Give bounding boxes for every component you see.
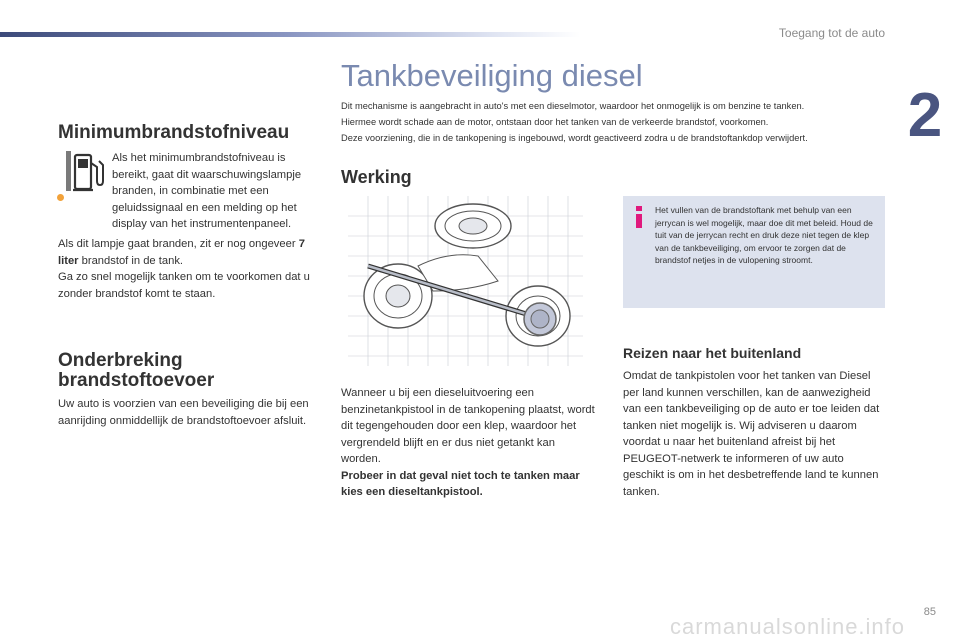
section-title: Toegang tot de auto	[778, 26, 885, 40]
travel-heading: Reizen naar het buitenland	[623, 345, 802, 361]
min-fuel-advice	[58, 236, 316, 302]
intro-text	[341, 98, 896, 146]
chapter-number: 2	[907, 81, 943, 150]
min-fuel-text	[112, 150, 322, 233]
intro-line: Dit mechanisme is aangebracht in auto's met een dieselmotor, waardoor het onmogelijk is om benzine te tanken.	[341, 101, 805, 111]
werking-paragraph: Wanneer u bij een dieseluitvoering een benzinetankpistool in de tankopening plaatst, wordt dit tegengehouden door een klep, waardoor het vergrendeld blijft en er dus niet getankt kan worden.	[341, 387, 595, 465]
werking-bold-advice: Probeer in dat geval niet toch te tanken maar kies een dieseltankpistool.	[341, 469, 580, 498]
warning-indicator-dot	[57, 194, 64, 201]
fuel-cutoff-text	[58, 396, 320, 429]
min-fuel-paragraph: Als het minimumbrandstofniveau is bereikt, gaat dit waarschuwingslampje branden, in combinatie met een geluidssignaal en een melding op het display van het instrumentenpaneel.	[112, 152, 302, 230]
info-box	[623, 196, 885, 308]
info-icon	[635, 206, 643, 228]
watermark: carmanualsonline.info	[670, 614, 906, 639]
werking-text	[341, 385, 596, 501]
intro-line: Deze voorziening, die in de tankopening is ingebouwd, wordt geactiveerd zodra u de brandstoftankdop verwijdert.	[341, 133, 808, 143]
min-fuel-warning: Ga zo snel mogelijk tanken om te voorkomen dat u zonder brandstof komt te staan.	[58, 271, 310, 300]
liters-value: 7 liter	[58, 238, 305, 267]
fuel-cap-illustration	[348, 196, 583, 366]
fuel-pump-icon	[66, 151, 106, 193]
fuel-cutoff-paragraph: Uw auto is voorzien van een beveiliging die bij een aanrijding onmiddellijk de brandstoftoevoer afsluit.	[58, 398, 309, 427]
min-fuel-liters	[58, 236, 316, 269]
page-title: Tankbeveiliging diesel	[341, 58, 643, 93]
werking-heading: Werking	[341, 167, 412, 187]
text-span: brandstof in de tank.	[78, 254, 184, 267]
intro-line: Hiermee wordt schade aan de motor, ontstaan door het tanken van de verkeerde brandstof, voorkomen.	[341, 117, 769, 127]
travel-text	[623, 368, 883, 500]
min-fuel-heading: Minimumbrandstofniveau	[58, 122, 290, 143]
info-text: Het vullen van de brandstoftank met behulp van een jerrycan is wel mogelijk, maar doe dit met beleid. Houd de tuit van de jerrycan recht en druk deze niet tegen de klep van de tankbeveiliging, om ervoor te zorgen dat de brandstof netjes in de vulopening stroomt.	[655, 205, 873, 265]
header-bar	[0, 32, 580, 37]
text-span: Als dit lampje gaat branden, zit er nog ongeveer	[58, 238, 299, 250]
travel-paragraph: Omdat de tankpistolen voor het tanken van Diesel per land kunnen verschillen, kan de aanwezigheid van een tankbeveiliging op de auto er toe leiden dat tanken niet mogelijk is. Wij adviseren u daarom voordat u naar het buitenland afreist bij het PEUGEOT-netwerk te informeren of uw auto geschikt is om in het desbetreffende land te kunnen tanken.	[623, 370, 880, 498]
fuel-cutoff-heading: Onderbreking brandstoftoevoer	[58, 350, 215, 391]
page-number: 85	[923, 606, 936, 618]
